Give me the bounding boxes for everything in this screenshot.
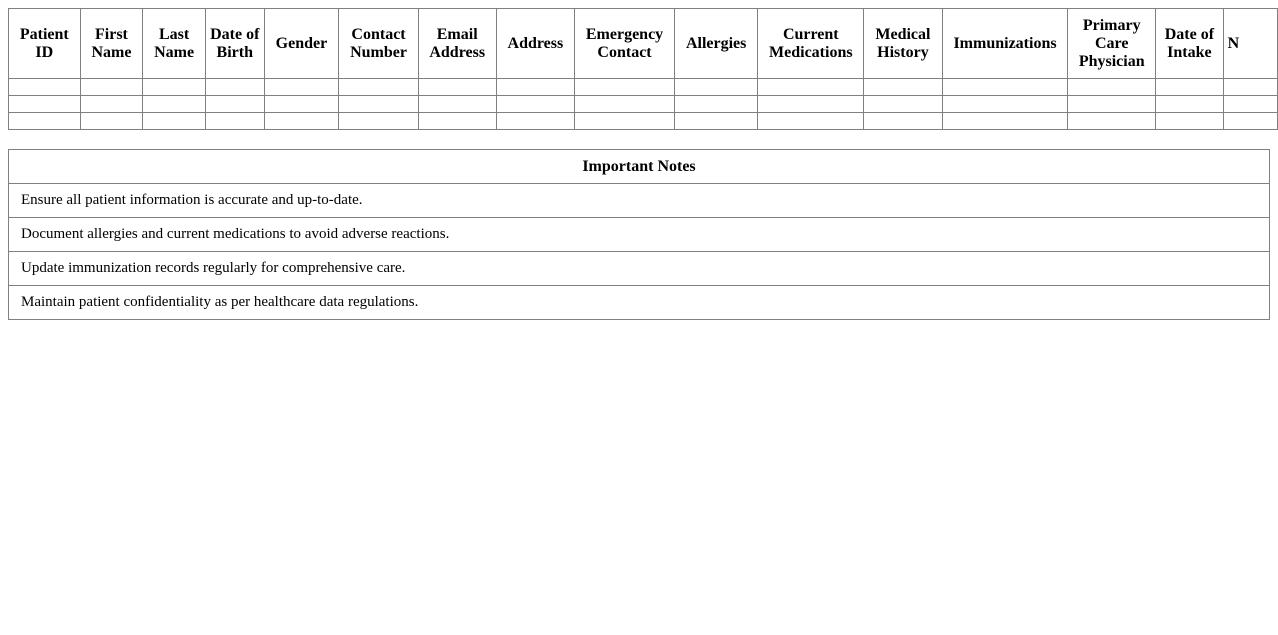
table-cell[interactable] [575, 96, 675, 113]
table-cell[interactable] [496, 113, 575, 130]
table-cell[interactable] [674, 113, 758, 130]
table-cell[interactable] [80, 96, 143, 113]
column-header-current-medications: Current Medications [758, 9, 864, 79]
list-item [9, 286, 1270, 320]
table-cell[interactable] [1223, 96, 1277, 113]
table-cell[interactable] [758, 79, 864, 96]
table-cell[interactable] [1156, 96, 1224, 113]
intake-table-body [9, 79, 1278, 130]
table-cell[interactable] [9, 96, 81, 113]
note-text: Document allergies and current medications to avoid adverse reactions. [9, 218, 1270, 252]
note-text: Update immunization records regularly for comprehensive care. [9, 252, 1270, 286]
notes-title: Important Notes [9, 150, 1270, 184]
column-header-date-of-birth: Date of Birth [205, 9, 264, 79]
table-cell[interactable] [1223, 79, 1277, 96]
table-cell[interactable] [496, 79, 575, 96]
table-cell[interactable] [205, 96, 264, 113]
table-cell[interactable] [339, 96, 419, 113]
table-cell[interactable] [143, 113, 206, 130]
table-cell[interactable] [418, 96, 496, 113]
table-cell[interactable] [864, 113, 943, 130]
table-cell[interactable] [674, 79, 758, 96]
table-cell[interactable] [1156, 113, 1224, 130]
column-header-primary-care-physician: Primary Care Physician [1068, 9, 1156, 79]
table-cell[interactable] [143, 79, 206, 96]
column-header-patient-id: Patient ID [9, 9, 81, 79]
table-cell[interactable] [80, 79, 143, 96]
table-row [9, 96, 1278, 113]
column-header-first-name: First Name [80, 9, 143, 79]
notes-header-row [9, 150, 1270, 184]
table-cell[interactable] [758, 113, 864, 130]
table-cell[interactable] [758, 96, 864, 113]
table-cell[interactable] [264, 113, 339, 130]
table-cell[interactable] [1223, 113, 1277, 130]
table-cell[interactable] [418, 113, 496, 130]
patient-intake-table-container [8, 8, 1278, 130]
table-cell[interactable] [575, 113, 675, 130]
list-item [9, 218, 1270, 252]
column-header-email-address: Email Address [418, 9, 496, 79]
list-item [9, 252, 1270, 286]
table-cell[interactable] [575, 79, 675, 96]
table-cell[interactable] [1156, 79, 1224, 96]
column-header-gender: Gender [264, 9, 339, 79]
table-cell[interactable] [339, 113, 419, 130]
column-header-medical-history: Medical History [864, 9, 943, 79]
important-notes-table [8, 149, 1270, 320]
table-cell[interactable] [942, 113, 1068, 130]
table-cell[interactable] [942, 79, 1068, 96]
table-row [9, 113, 1278, 130]
table-cell[interactable] [942, 96, 1068, 113]
column-header-contact-number: Contact Number [339, 9, 419, 79]
note-text: Ensure all patient information is accurate and up-to-date. [9, 184, 1270, 218]
table-cell[interactable] [1068, 79, 1156, 96]
table-cell[interactable] [205, 113, 264, 130]
table-cell[interactable] [205, 79, 264, 96]
table-row [9, 79, 1278, 96]
table-cell[interactable] [143, 96, 206, 113]
note-text: Maintain patient confidentiality as per healthcare data regulations. [9, 286, 1270, 320]
table-cell[interactable] [9, 79, 81, 96]
column-header-truncated: N [1223, 9, 1277, 79]
column-header-date-of-intake: Date of Intake [1156, 9, 1224, 79]
list-item [9, 184, 1270, 218]
patient-intake-table [8, 8, 1278, 130]
table-cell[interactable] [80, 113, 143, 130]
table-cell[interactable] [264, 96, 339, 113]
table-cell[interactable] [418, 79, 496, 96]
table-cell[interactable] [674, 96, 758, 113]
column-header-immunizations: Immunizations [942, 9, 1068, 79]
header-row [9, 9, 1278, 79]
table-cell[interactable] [339, 79, 419, 96]
column-header-address: Address [496, 9, 575, 79]
table-cell[interactable] [496, 96, 575, 113]
table-cell[interactable] [864, 79, 943, 96]
table-cell[interactable] [1068, 96, 1156, 113]
column-header-emergency-contact: Emergency Contact [575, 9, 675, 79]
table-cell[interactable] [9, 113, 81, 130]
table-cell[interactable] [1068, 113, 1156, 130]
column-header-last-name: Last Name [143, 9, 206, 79]
table-cell[interactable] [864, 96, 943, 113]
table-cell[interactable] [264, 79, 339, 96]
column-header-allergies: Allergies [674, 9, 758, 79]
